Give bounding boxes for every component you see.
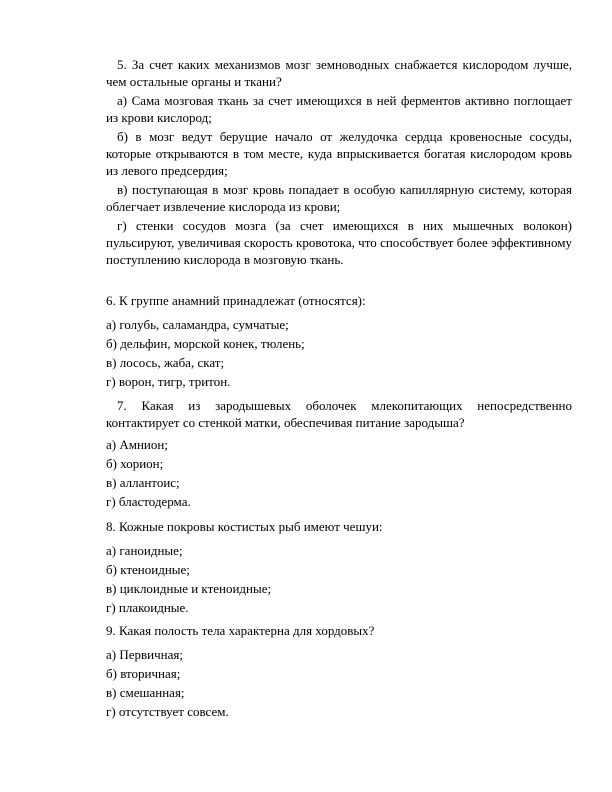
option-c: в) циклоидные и ктеноидные; xyxy=(106,581,272,596)
option-c: в) поступающая в мозг кровь попадает в особую капиллярную систему, которая облегчает извлечение кислорода из крови; xyxy=(106,182,572,214)
option-c: в) смешанная; xyxy=(106,685,185,700)
option-d: г) плакоидные. xyxy=(106,600,189,615)
question-7 xyxy=(106,397,572,511)
option-a: а) Амнион; xyxy=(106,437,168,452)
option-a: а) голубь, саламандра, сумчатые; xyxy=(106,317,289,332)
option-a: а) Сама мозговая ткань за счет имеющихся в ней ферментов активно поглощает из крови кислород; xyxy=(106,93,572,125)
option-d: г) ворон, тигр, тритон. xyxy=(106,374,231,389)
option-d: г) отсутствует совсем. xyxy=(106,704,229,719)
question-text: 9. Какая полость тела характерна для хордовых? xyxy=(106,623,375,638)
option-a: а) ганоидные; xyxy=(106,543,183,558)
option-b: б) ктеноидные; xyxy=(106,562,190,577)
question-text: 8. Кожные покровы костистых рыб имеют чешуи: xyxy=(106,519,383,534)
option-d: г) стенки сосудов мозга (за счет имеющихся в них мышечных волокон) пульсируют, увеличивая скорость кровотока, что способствует более эффективному поступлению кислорода в мозговую ткань. xyxy=(106,218,572,267)
option-b: б) в мозг ведут берущие начало от желудочка сердца кровеносные сосуды, которые открываются в том месте, куда впрыскивается богатая кислородом кровь из левого предсердия; xyxy=(106,129,572,178)
option-b: б) дельфин, морской конек, тюлень; xyxy=(106,336,305,351)
question-6 xyxy=(106,292,572,391)
option-d: г) бластодерма. xyxy=(106,494,191,509)
option-c: в) лосось, жаба, скат; xyxy=(106,355,225,370)
question-text: 7. Какая из зародышевых оболочек млекопитающих непосредственно контактирует со стенкой матки, обеспечивая питание зародыша? xyxy=(106,398,572,430)
question-5 xyxy=(106,56,572,268)
question-8 xyxy=(106,518,572,617)
question-text: 5. За счет каких механизмов мозг земноводных снабжается кислородом лучше, чем остальные органы и ткани? xyxy=(106,57,572,89)
option-b: б) хорион; xyxy=(106,456,164,471)
option-c: в) аллантоис; xyxy=(106,475,180,490)
question-9 xyxy=(106,622,572,721)
option-a: а) Первичная; xyxy=(106,647,183,662)
option-b: б) вторичная; xyxy=(106,666,181,681)
question-text: 6. К группе анамний принадлежат (относятся): xyxy=(106,293,366,308)
